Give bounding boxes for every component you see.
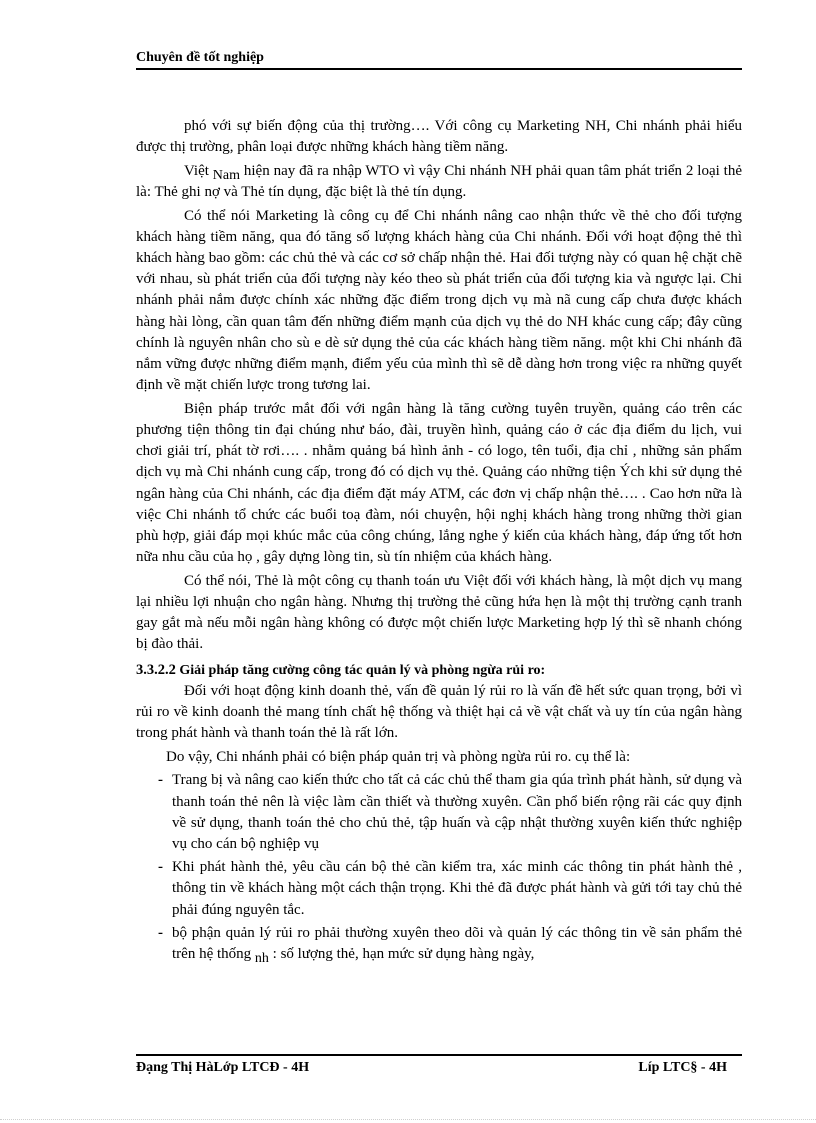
list-item — [136, 770, 742, 855]
paragraph-risk: Đối với hoạt động kinh doanh thẻ, vấn đề quản lý rủi ro là vấn đề hết sức quan trọng, bởi vì rủi ro về kinh doanh thẻ mang tính chất hệ thống và thiệt hại cả về vật chất và uy tín của ngân hàng trong phát hành và thanh toán thẻ là rất lớn. — [136, 682, 742, 742]
footer-divider — [136, 1054, 742, 1056]
list-item-text-after: : số lượng thẻ, hạn mức sử dụng hàng ngày, — [268, 946, 535, 963]
section-title: Giải pháp tăng cường công tác quản lý và phòng ngừa rủi ro: — [179, 662, 546, 678]
page-edge — [0, 1119, 816, 1120]
paragraph-2-sub: Nam — [212, 167, 241, 183]
footer-author: Đạng Thị HàLớp LTCĐ - 4H — [136, 1060, 310, 1075]
footer-class: Líp LTC§ - 4H — [638, 1060, 727, 1075]
paragraph-3: Có thể nói Marketing là công cụ để Chi nhánh nâng cao nhận thức về thẻ cho đối tượng khách hàng tiềm năng, qua đó tăng số lượng khách hàng của Chi nhánh. Đối với hoạt động thẻ thì khách hàng bao gồm: các chủ thẻ và các cơ sở chấp nhận thẻ. Hai đối tượng này có quan hệ chặt chẽ với nhau, sù phát triển của đối tượng này kéo theo sù phát triển của đối tượng kia và ngược lại. Chi nhánh phải nắm được chính xác những đặc điểm trong dịch vụ mà nã cung cấp chưa được khách hàng hài lòng, cần quan tâm đến những điểm mạnh của dịch vụ thẻ do NH khác cung cấp; đây cũng chính là nguyên nhân cho sù e dè sử dụng thẻ của các khách hàng tiềm năng. một khi Chi nhánh đã nắm vững được những điểm mạnh, điểm yếu của mình thì sẽ dễ dàng hơn trong việc ra những quyết định về mặt chiến lược trong tương lai. — [136, 207, 742, 394]
document-body — [136, 116, 742, 967]
section-heading — [136, 660, 742, 681]
list-item-text: Trang bị và nâng cao kiến thức cho tất cả các chủ thể tham gia qúa trình phát hành, sử dụng và thanh toán thẻ nên là việc làm cần thiết và thường xuyên. Cần phổ biến rộng rãi các quy định về sử dụng, thanh toán thẻ cho chủ thẻ, tập huấn và cập nhật thường xuyên kiến thức nghiệp vụ cho cán bộ nghiệp vụ — [172, 772, 742, 853]
list-item-text: Khi phát hành thẻ, yêu cầu cán bộ thẻ cần kiểm tra, xác minh các thông tin phát hành thẻ , thông tin về khách hàng một cách thận trọng. Khi thẻ đã được phát hành và gửi tới tay chủ thẻ phải đúng nguyên tắc. — [172, 859, 742, 918]
paragraph-4: Biện pháp trước mắt đối với ngân hàng là tăng cường tuyên truyền, quảng cáo trên các phương tiện thông tin đại chúng như báo, đài, truyền hình, quảng cáo ở các địa điểm du lịch, vui chơi giải trí, phát tờ rơi…. . nhằm quảng bá hình ảnh - có logo, tên tuổi, địa chỉ , những sản phẩm dịch vụ mà Chi nhánh cung cấp, trong đó có dịch vụ thẻ. Quảng cáo những tiện Ých khi sử dụng thẻ ngân hàng của Chi nhánh, các địa điểm đặt máy ATM, các đơn vị chấp nhận thẻ…. . Cao hơn nữa là việc Chi nhánh tổ chức các buổi toạ đàm, nói chuyện, hội nghị khách hàng trong những thời gian phù hợp, giải đáp mọi khúc mắc của công chúng, lắng nghe ý kiến của khách hàng, đáp ứng tốt hơn nữa nhu cầu của họ , gây dựng lòng tin, sù tín nhiệm của khách hàng. — [136, 400, 742, 566]
paragraph-2 — [136, 161, 742, 203]
bullet-marker: - — [158, 772, 163, 789]
paragraph-list-intro: Do vậy, Chi nhánh phải có biện pháp quản trị và phòng ngừa rủi ro. cụ thể là: — [166, 748, 631, 765]
paragraph-1: phó với sự biến động của thị trường…. Với công cụ Marketing NH, Chi nhánh phải hiểu được thị trường, phân loại được những khách hàng tiềm năng. — [136, 118, 742, 156]
measures-list — [136, 770, 742, 965]
list-item-text-before: bộ phận quản lý rủi ro phải thường xuyên theo dõi và quản lý các thông tin về sản phẩm thẻ trên hệ thống — [172, 924, 742, 963]
list-item — [136, 857, 742, 921]
header-divider — [136, 68, 742, 70]
bullet-marker: - — [158, 859, 163, 876]
paragraph-2-before: Việt — [184, 162, 213, 179]
paragraph-5: Có thể nói, Thẻ là một công cụ thanh toán ưu Việt đối với khách hàng, là một dịch vụ mang lại nhiều lợi nhuận cho ngân hàng. Nhưng thị trường thẻ cũng hứa hẹn là một thị trường cạnh tranh gay gắt mà nếu mỗi ngân hàng không có được một chiến lược Marketing hợp lý thì sẽ nhanh chóng bị đào thải. — [136, 572, 742, 653]
bullet-marker: - — [158, 924, 163, 941]
list-item — [136, 923, 742, 965]
section-number: 3.3.2.2 — [136, 661, 176, 678]
page-header-title: Chuyên đề tốt nghiệp — [136, 50, 264, 65]
paragraph-2-after: hiện nay đã ra nhập WTO vì vậy Chi nhánh NH phải quan tâm phát triển 2 loại thẻ là: Thẻ ghi nợ và Thẻ tín dụng, đặc biệt là thẻ tín dụng. — [136, 162, 742, 200]
list-item-text-sub: nh — [254, 951, 269, 967]
